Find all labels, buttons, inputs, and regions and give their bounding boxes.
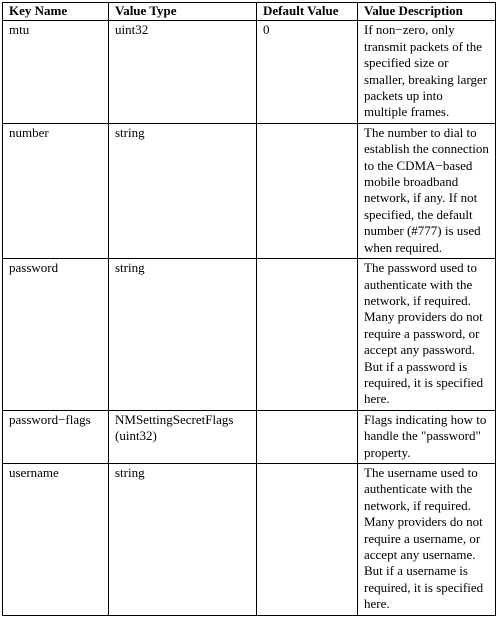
value-description-cell: Flags indicating how to handle the "password" property.	[358, 410, 496, 463]
table-row	[3, 410, 496, 463]
table-row	[3, 259, 496, 411]
settings-table	[2, 2, 496, 616]
header-value-type: Value Type	[109, 3, 257, 21]
value-description-cell: If non−zero, only transmit packets of the specified size or smaller, breaking larger packets up into multiple frames.	[358, 21, 496, 123]
value-description-cell: The number to dial to establish the connection to the CDMA−based mobile broadband network, if any. If not specified, the default number (#777) is used when required.	[358, 123, 496, 258]
key-name-cell: number	[3, 123, 109, 258]
value-type-cell: NMSettingSecretFlags (uint32)	[109, 410, 257, 463]
key-name-cell: mtu	[3, 21, 109, 123]
header-row	[3, 3, 496, 21]
value-description-cell: The username used to authenticate with the network, if required. Many providers do not require a username, or accept any username. But if a username is required, it is specified here.	[358, 463, 496, 615]
value-description-cell: The password used to authenticate with the network, if required. Many providers do not require a password, or accept any password. But if a password is required, it is specified here.	[358, 259, 496, 411]
table-row	[3, 123, 496, 258]
table-row	[3, 21, 496, 123]
key-name-cell: password−flags	[3, 410, 109, 463]
key-name-cell: username	[3, 463, 109, 615]
key-name-cell: password	[3, 259, 109, 411]
default-value-cell	[257, 463, 358, 615]
table-row	[3, 463, 496, 615]
default-value-cell	[257, 410, 358, 463]
header-key-name: Key Name	[3, 3, 109, 21]
value-type-cell: string	[109, 259, 257, 411]
value-type-cell: string	[109, 123, 257, 258]
header-default-value: Default Value	[257, 3, 358, 21]
default-value-cell	[257, 259, 358, 411]
default-value-cell: 0	[257, 21, 358, 123]
header-value-description: Value Description	[358, 3, 496, 21]
value-type-cell: string	[109, 463, 257, 615]
value-type-cell: uint32	[109, 21, 257, 123]
default-value-cell	[257, 123, 358, 258]
